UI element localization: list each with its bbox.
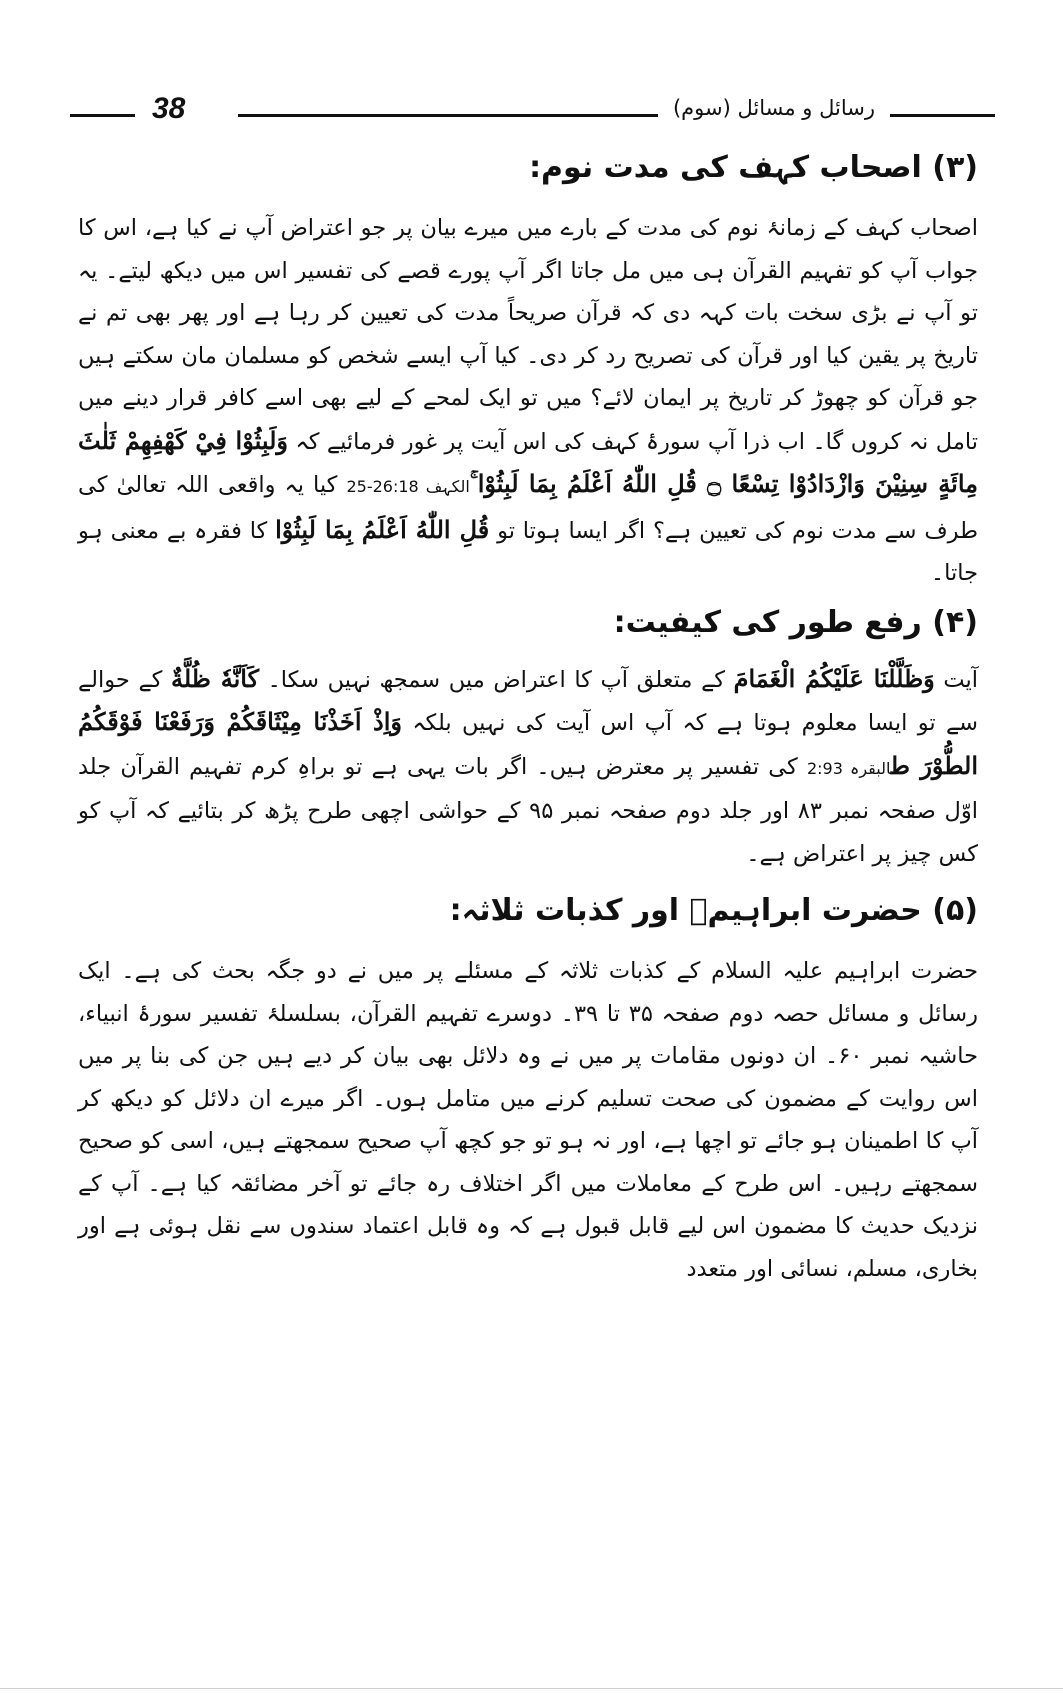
paragraph-text: کے متعلق آپ کا اعتراض میں سمجھ نہیں سکا۔	[259, 666, 734, 693]
header-rule-middle	[238, 114, 658, 117]
running-header	[60, 90, 1000, 130]
paragraph	[78, 658, 978, 876]
paragraph-text: حضرت ابراہیم علیہ السلام کے کذبات ثلاثہ کے مسئلے پر میں نے دو جگہ بحث کی ہے۔ ایک رسائل و مسائل حصہ دوم صفحہ ۳۵ تا ۳۹۔ دوسرے تفہیم القرآن، بسلسلۂ تفسیر سورۂ انبیاء، حاشیہ نمبر ۶۰۔ ان دونوں مقامات پر میں نے وہ دلائل بھی بیان کر دیے ہیں جن کی بنا پر میں اس روایت کے مضمون کی صحت تسلیم کرنے میں متامل ہوں۔ اگر میرے ان دلائل کو دیکھ کر آپ کا اطمینان ہو جائے تو اچھا ہے، اور نہ ہو تو جو کچھ آپ صحیح سمجھتے ہیں، اسی کو صحیح سمجھتے رہیں۔ اس طرح کے معاملات میں اگر اختلاف رہ جائے تو آخر مضائقہ کیا ہے۔ آپ کے نزدیک حدیث کا مضمون اس لیے قابل قبول ہے کہ وہ قابل اعتماد سندوں سے نقل ہوئی ہے اور بخاری، مسلم، نسائی اور متعدد	[78, 958, 979, 1282]
paragraph-text: کیا یہ واقعی اللہ تعالیٰ کی طرف سے مدت نوم کی تعیین ہے؟ اگر ایسا ہوتا تو	[78, 472, 978, 544]
quran-verse: كَاَنَّهٗ ظُلَّةٌ	[170, 663, 259, 693]
section	[78, 605, 978, 876]
paragraph	[78, 207, 978, 595]
section-heading: (۴) رفع طور کی کیفیت:	[613, 604, 978, 640]
section	[78, 150, 978, 595]
page-body	[78, 150, 978, 1290]
quran-verse: وَلَبِثُوْا فِيْ كَهْفِهِمْ ثَلٰثَ مِائَةٍ سِنِيْنَ وَازْدَادُوْا تِسْعًا ۝ قُلِ اللّٰهُ اَعْلَمُ بِمَا لَبِثُوْا ۚ	[78, 425, 978, 498]
scan-edge-line	[0, 1688, 1063, 1689]
quran-verse: وَاِذْ اَخَذْنَا مِيْثَاقَكُمْ وَرَفَعْنَا فَوْقَكُمُ الطُّوْرَ ط	[78, 707, 978, 780]
verse-reference: الکہف 26:18-25	[346, 477, 470, 496]
section	[78, 893, 978, 1290]
verse-reference: البقرہ 2:93	[806, 758, 891, 778]
paragraph-text: کے حوالے سے تو ایسا معلوم ہوتا ہے کہ آپ اس آیت کی نہیں بلکہ	[78, 666, 979, 736]
paragraph-text: کا فقرہ بے معنی ہو جاتا۔	[78, 517, 978, 586]
paragraph-text: اصحاب کہف کے زمانۂ نوم کی مدت کے بارے میں میرے بیان پر جو اعتراض آپ نے کیا ہے، اس کا جواب آپ کو تفہیم القرآن ہی میں مل جاتا اگر آپ پورے قصے کی تفسیر اس میں دیکھ لیتے۔ یہ تو آپ نے بڑی سخت بات کہہ دی کہ قرآن صریحاً مدت کی تعیین کر رہا ہے اور پھر بھی تم نے تاریخ پر یقین کیا اور قرآن کی تصریح رد کر دی۔ کیا آپ ایسے شخص کو مسلمان مان سکتے ہیں جو قرآن کو چھوڑ کر تاریخ پر ایمان لائے؟ میں تو ایک لمحے کے لیے بھی اسے کافر قرار دینے میں تامل نہ کروں گا۔ اب ذرا آپ سورۂ کہف کی اس آیت پر غور فرمائیے کہ	[78, 215, 978, 455]
page-number: 38	[152, 92, 186, 125]
paragraph	[78, 950, 978, 1290]
paragraph-text: آیت	[934, 666, 978, 693]
quran-verse: وَظَلَّلْنَا عَلَيْكُمُ الْغَمَامَ	[733, 663, 935, 693]
quran-verse: قُلِ اللّٰهُ اَعْلَمُ بِمَا لَبِثُوْا	[275, 514, 490, 544]
header-rule-right	[890, 114, 995, 117]
section-heading: (۵) حضرت ابراہیمؑ اور کذبات ثلاثہ:	[449, 893, 978, 928]
running-title: رسائل و مسائل (سوم)	[672, 96, 875, 120]
paragraph-text: کی تفسیر پر معترض ہیں۔ اگر بات یہی ہے تو براہِ کرم تفہیم القرآن جلد اوّل صفحہ نمبر ۸۳ اور جلد دوم صفحہ نمبر ۹۵ کے حواشی اچھی طرح پڑھ کر بتائیے کہ آپ کو کس چیز پر اعتراض ہے۔	[78, 753, 978, 867]
header-rule-left	[70, 114, 135, 117]
section-heading: (۳) اصحاب کہف کی مدت نوم:	[529, 150, 978, 185]
